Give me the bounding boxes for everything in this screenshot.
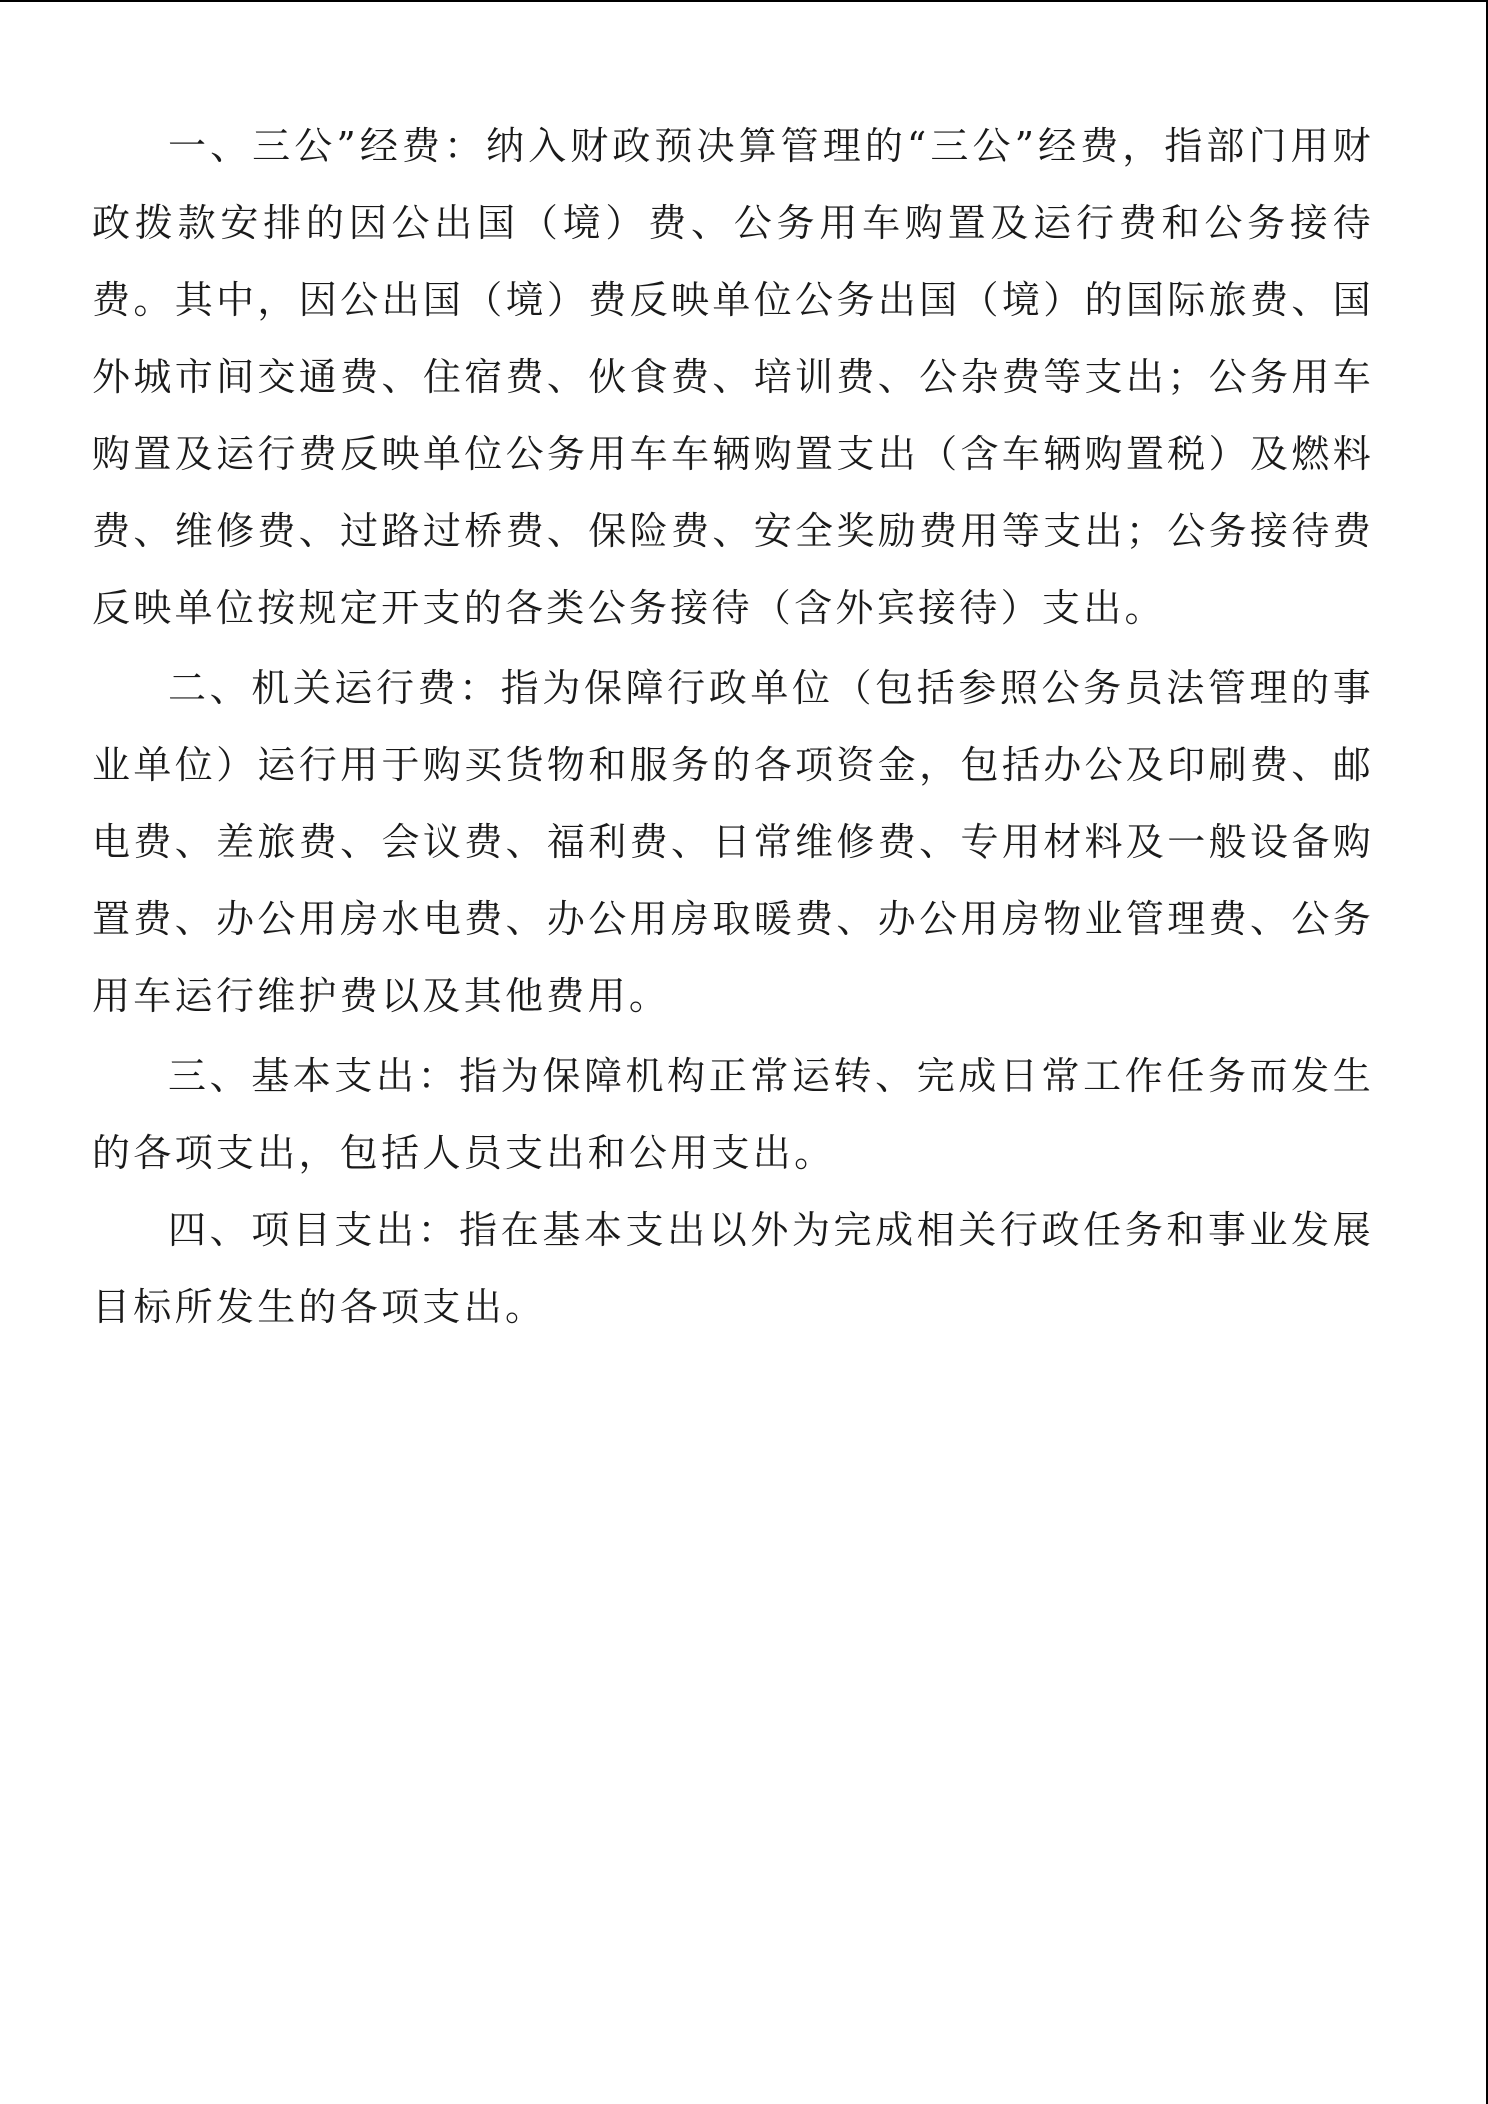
document-body [92,108,1374,1346]
paragraph-san-gong-expenses: 一、三公”经费：纳入财政预决算管理的“三公”经费，指部门用财政拨款安排的因公出国（境）费、公务用车购置及运行费和公务接待费。其中，因公出国（境）费反映单位公务出国（境）的国际旅费、国外城市间交通费、住宿费、伙食费、培训费、公杂费等支出；公务用车购置及运行费反映单位公务用车车辆购置支出（含车辆购置税）及燃料费、维修费、过路过桥费、保险费、安全奖励费用等支出；公务接待费反映单位按规定开支的各类公务接待（含外宾接待）支出。 [92,124,1374,630]
paragraph-basic-expenditure: 三、基本支出：指为保障机构正常运转、完成日常工作任务而发生的各项支出，包括人员支出和公用支出。 [92,1054,1374,1175]
paragraph-agency-operating-costs: 二、机关运行费：指为保障行政单位（包括参照公务员法管理的事业单位）运行用于购买货物和服务的各项资金，包括办公及印刷费、邮电费、差旅费、会议费、福利费、日常维修费、专用材料及一般设备购置费、办公用房水电费、办公用房取暖费、办公用房物业管理费、公务用车运行维护费以及其他费用。 [92,666,1374,1018]
paragraph-project-expenditure: 四、项目支出：指在基本支出以外为完成相关行政任务和事业发展目标所发生的各项支出。 [92,1208,1374,1329]
